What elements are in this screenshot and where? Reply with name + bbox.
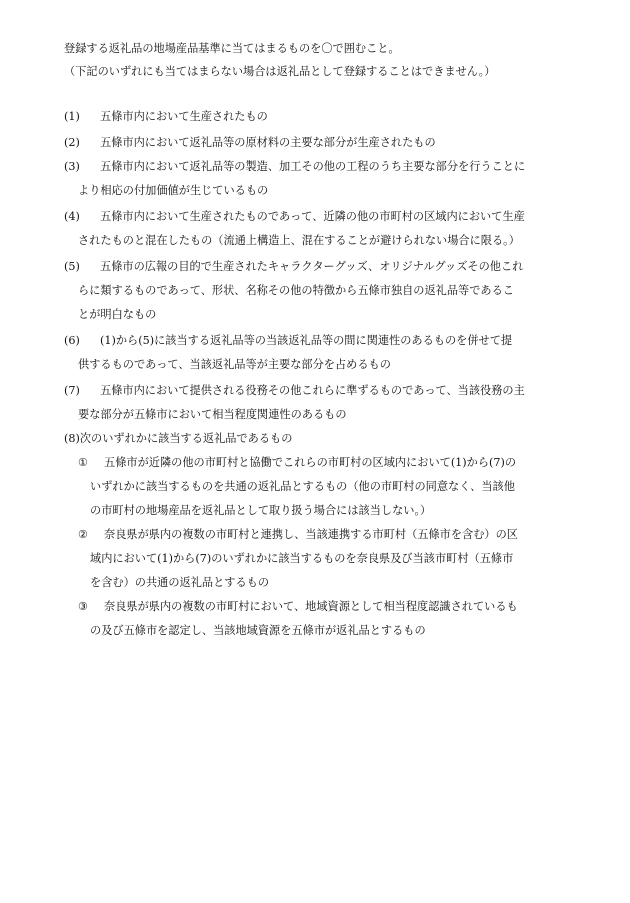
criterion-2 <box>64 136 436 150</box>
criterion-text: (1)から(5)に該当する返礼品等の当該返礼品等の間に関連性のあるものを併せて提 <box>100 334 513 347</box>
intro-line-2: （下記のいずれにも当てはまらない場合は返礼品として登録することはできません。） <box>64 65 496 78</box>
criterion-number: (4) <box>64 210 80 223</box>
subcriterion-2 <box>78 528 518 542</box>
criterion-number: (2) <box>64 136 80 149</box>
criterion-3-continuation: より相応の付加価値が生じているもの <box>78 184 269 197</box>
criterion-4-continuation: されたものと混在したもの（流通上構造上、混在することが避けられない場合に限る。） <box>78 234 520 247</box>
subcriterion-2-continuation-1: 域内において(1)から(7)のいずれかに該当するものを奈良県及び当該市町村（五條市 <box>90 552 514 565</box>
subcriterion-1-continuation-1: いずれかに該当するものを共通の返礼品とするもの（他の市町村の同意なく、当該他 <box>90 480 515 493</box>
criterion-text: 五條市内において生産されたものであって、近隣の他の市町村の区域内において生産 <box>100 210 525 223</box>
criterion-6 <box>64 334 512 348</box>
subcriterion-1 <box>78 456 516 470</box>
criterion-number: (3) <box>64 160 80 173</box>
criterion-5-continuation-1: らに類するものであって、形状、名称その他の特徴から五條市独自の返礼品等であるこ <box>78 284 514 297</box>
subcriterion-number: ③ <box>78 600 89 613</box>
criterion-number: (1) <box>64 110 80 123</box>
criterion-4 <box>64 210 525 224</box>
criterion-5-continuation-2: とが明白なもの <box>78 308 157 321</box>
criterion-6-continuation: 供するものであって、当該返礼品等が主要な部分を占めるもの <box>78 358 391 371</box>
subcriterion-text: 五條市が近隣の他の市町村と協働でこれらの市町村の区域内において(1)から(7)の <box>104 456 517 469</box>
criterion-text: 五條市内において生産されたもの <box>100 110 268 123</box>
criterion-5 <box>64 260 523 274</box>
subcriterion-3 <box>78 600 518 614</box>
criterion-text: 五條市の広報の目的で生産されたキャラクターグッズ、オリジナルグッズその他これ <box>100 260 524 273</box>
intro-line-1: 登録する返礼品の地場産品基準に当てはまるものを〇で囲むこと。 <box>64 42 400 55</box>
criterion-1 <box>64 110 268 124</box>
subcriterion-number: ① <box>78 456 89 469</box>
criterion-text: 五條市内において提供される役務その他これらに準ずるものであって、当該役務の主 <box>100 384 525 397</box>
subcriterion-2-continuation-2: を含む）の共通の返礼品とするもの <box>90 576 270 589</box>
criterion-text: 五條市内において返礼品等の製造、加工その他の工程のうち主要な部分を行うことに <box>100 160 526 173</box>
criterion-7 <box>64 384 525 398</box>
subcriterion-text: 奈良県が県内の複数の市町村と連携し、当該連携する市町村（五條市を含む）の区 <box>104 528 518 541</box>
criterion-number: (6) <box>64 334 80 347</box>
criterion-text: 五條市内において返礼品等の原材料の主要な部分が生産されたもの <box>100 136 436 149</box>
criterion-8-heading: (8)次のいずれかに該当する返礼品であるもの <box>64 432 293 445</box>
criterion-7-continuation: 要な部分が五條市において相当程度関連性のあるもの <box>78 408 347 421</box>
criterion-number: (5) <box>64 260 80 273</box>
subcriterion-3-continuation: の及び五條市を認定し、当該地域資源を五條市が返礼品とするもの <box>90 624 426 637</box>
criterion-number: (7) <box>64 384 80 397</box>
subcriterion-1-continuation-2: の市町村の地場産品を返礼品として取り扱う場合には該当しない。） <box>90 504 432 517</box>
criterion-3 <box>64 160 525 174</box>
subcriterion-text: 奈良県が県内の複数の市町村において、地域資源として相当程度認識されているも <box>104 600 518 613</box>
subcriterion-number: ② <box>78 528 89 541</box>
